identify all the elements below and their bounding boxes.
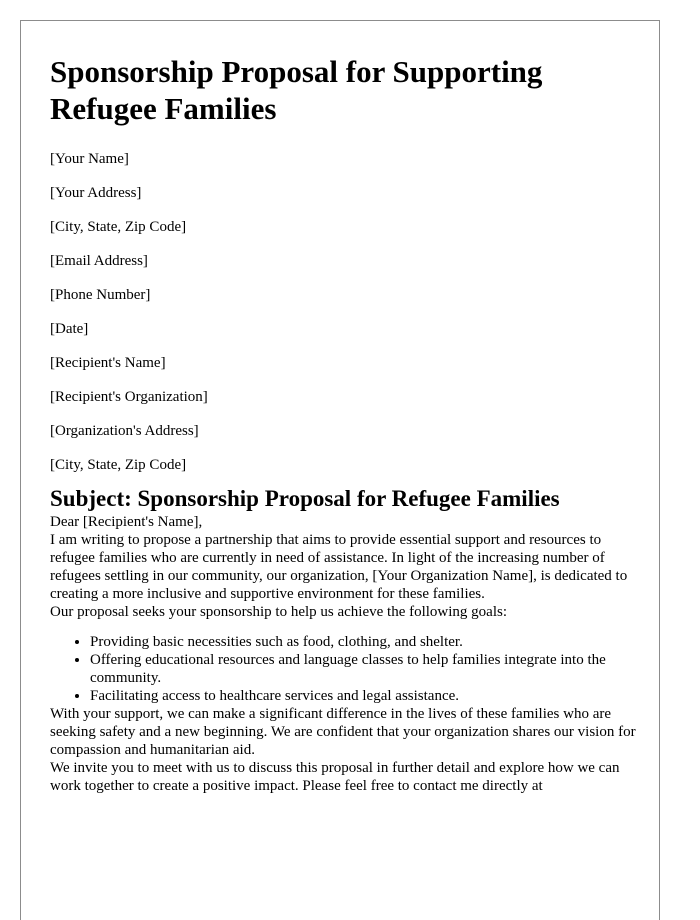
salutation: Dear [Recipient's Name], xyxy=(50,514,203,530)
subject-heading: Subject: Sponsorship Proposal for Refugee Families xyxy=(50,486,560,511)
sender-phone: [Phone Number] xyxy=(50,287,151,303)
goal-item: • Providing basic necessities such as food, clothing, and shelter. xyxy=(90,633,638,651)
invitation-paragraph: We invite you to meet with us to discuss this proposal in further detail and explore how we can work together to create a positive impact. Please feel free to contact me directly at xyxy=(50,760,620,794)
letter-date: [Date] xyxy=(50,321,89,337)
goals-intro-paragraph: Our proposal seeks your sponsorship to help us achieve the following goals: xyxy=(50,604,508,620)
letter-content xyxy=(50,53,638,795)
sender-email: [Email Address] xyxy=(50,253,148,269)
sender-name: [Your Name] xyxy=(50,151,129,167)
sender-address: [Your Address] xyxy=(50,185,142,201)
document-title: Sponsorship Proposal for Supporting Refugee Families xyxy=(50,54,543,126)
recipient-city-state-zip: [City, State, Zip Code] xyxy=(50,457,187,473)
letter-page xyxy=(20,20,660,920)
recipient-address: [Organization's Address] xyxy=(50,423,199,439)
recipient-name: [Recipient's Name] xyxy=(50,355,166,371)
goal-item: • Offering educational resources and language classes to help families integrate into the community. xyxy=(90,651,638,687)
sender-city-state-zip: [City, State, Zip Code] xyxy=(50,219,187,235)
address-block xyxy=(50,150,638,490)
recipient-organization: [Recipient's Organization] xyxy=(50,389,208,405)
support-paragraph: With your support, we can make a significant difference in the lives of these families who are seeking safety and a new beginning. We are confident that your organization shares our vision for compassion and humanitarian aid. xyxy=(50,706,636,758)
goals-list xyxy=(50,633,638,705)
intro-paragraph: I am writing to propose a partnership that aims to provide essential support and resources to refugee families who are currently in need of assistance. In light of the increasing number of refugees settling in our community, our organization, [Your Organization Name], is dedicated to creating a more inclusive and supportive environment for these families. xyxy=(50,532,628,602)
goal-item: • Facilitating access to healthcare services and legal assistance. xyxy=(90,687,638,705)
